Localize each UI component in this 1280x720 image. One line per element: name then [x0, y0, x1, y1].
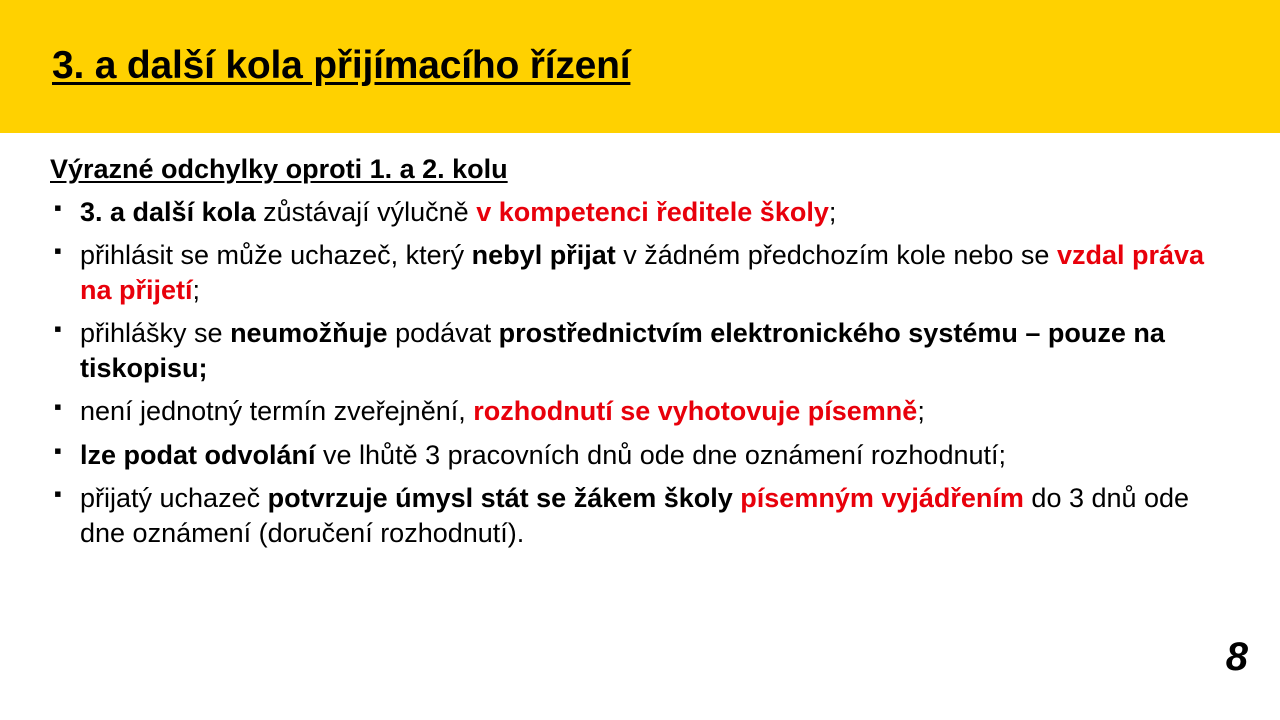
list-item	[50, 481, 1235, 550]
text-run: podávat	[387, 318, 499, 349]
text-run: neumožňuje	[230, 318, 388, 349]
body-subheading: Výrazné odchylky oproti 1. a 2. kolu	[50, 154, 508, 184]
text-run: lze podat odvolání	[80, 439, 316, 470]
text-run: ;	[192, 274, 201, 305]
text-run: písemným vyjádřením	[740, 483, 1024, 514]
bullet-list	[50, 195, 1235, 551]
text-run: ;	[828, 196, 837, 227]
list-item	[50, 438, 1235, 473]
text-run: ve lhůtě 3 pracovních dnů ode dne oznámení rozhodnutí;	[315, 439, 1006, 470]
text-run: v žádném předchozím kole nebo se	[615, 240, 1057, 271]
text-run: prostřednictvím elektronického systému – pouze na tiskopisu;	[80, 318, 1165, 383]
text-run: není jednotný termín zveřejnění,	[80, 396, 474, 427]
text-run: v kompetenci ředitele školy	[476, 196, 829, 227]
text-run: rozhodnutí se vyhotovuje písemně	[473, 396, 918, 427]
text-run: nebyl přijat	[471, 240, 616, 271]
list-item	[50, 238, 1235, 307]
page-title: 3. a další kola přijímacího řízení	[52, 44, 631, 87]
page-number: 8	[1225, 635, 1248, 679]
text-run: zůstávají výlučně	[263, 196, 477, 227]
text-run: do 3 dnů ode dne oznámení (doručení rozhodnutí).	[80, 483, 1190, 548]
list-item	[50, 195, 1235, 230]
list-item	[50, 394, 1235, 429]
text-run: přihlásit se může uchazeč, který	[80, 240, 472, 271]
text-run: přihlášky se	[80, 318, 231, 349]
list-item	[50, 316, 1235, 385]
text-run: vzdal práva na přijetí	[80, 240, 1205, 305]
slide-body	[50, 152, 1235, 559]
text-run: potvrzuje úmysl stát se žákem školy	[267, 483, 741, 514]
text-run: 3. a další kola	[80, 196, 264, 227]
text-run: přijatý uchazeč	[80, 483, 268, 514]
text-run: ;	[917, 396, 925, 427]
